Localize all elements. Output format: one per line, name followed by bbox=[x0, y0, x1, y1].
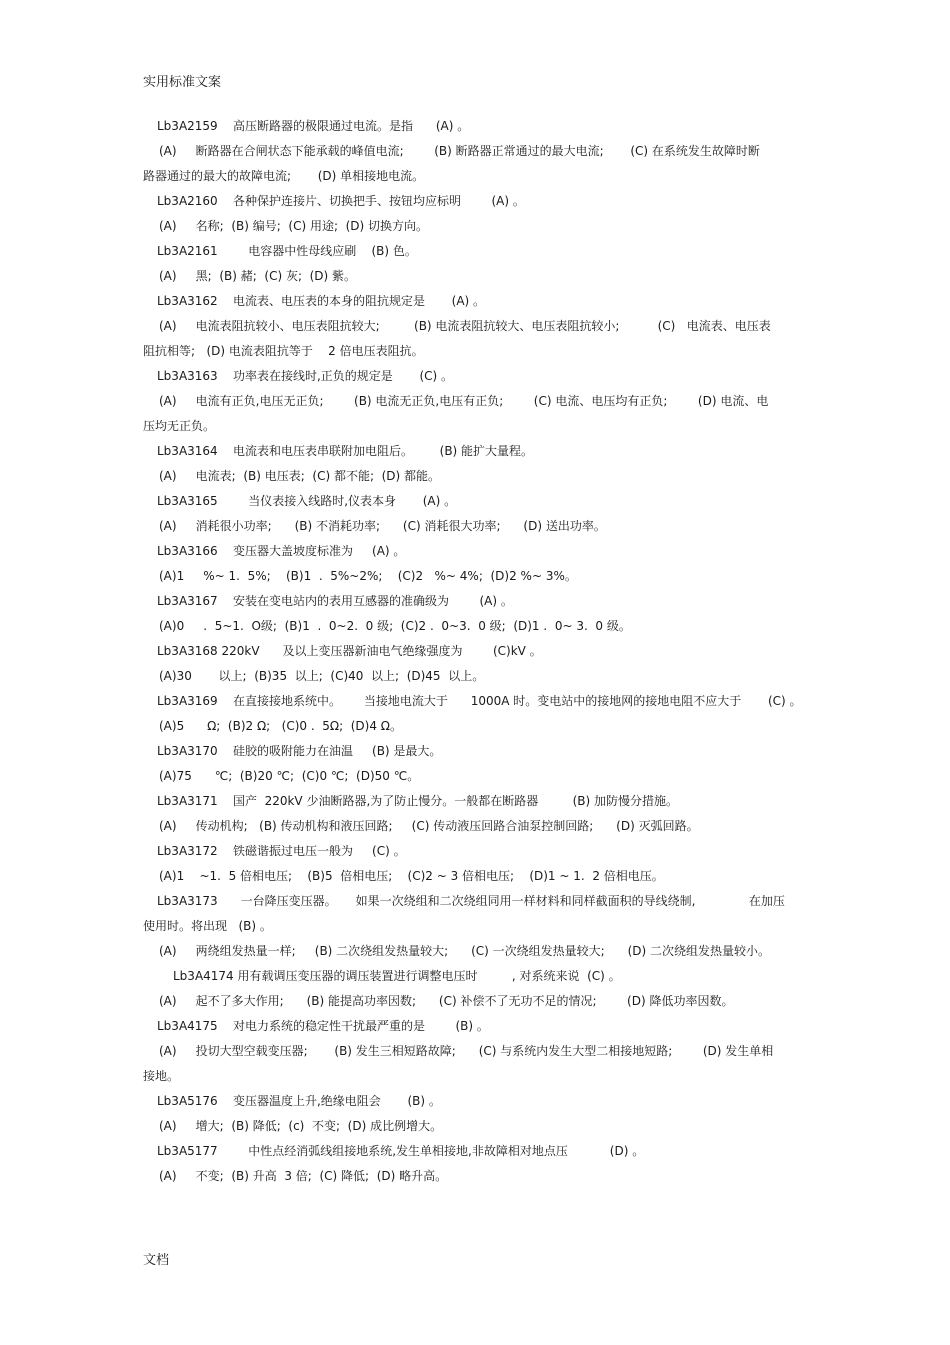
question-line: Lb3A2161 电容器中性母线应刷 (B) 色。 bbox=[157, 244, 417, 258]
page-footer: 文档 bbox=[143, 1253, 170, 1268]
option-line: (A) 两绕组发热量一样; (B) 二次绕组发热量较大; (C) 一次绕组发热量较大; (D) 二次绕组发热量较小。 bbox=[159, 944, 771, 958]
wrap-line: 阻抗相等; (D) 电流表阻抗等于 2 倍电压表阻抗。 bbox=[143, 344, 424, 358]
question-line: Lb3A2160 各种保护连接片、切换把手、按钮均应标明 (A) 。 bbox=[157, 194, 525, 208]
option-line: (A) 增大; (B) 降低; (c) 不变; (D) 成比例增大。 bbox=[159, 1119, 443, 1133]
option-line: (A) 电流表阻抗较小、电压表阻抗较大; (B) 电流表阻抗较大、电压表阻抗较小; (C) 电流表、电压表 bbox=[159, 319, 771, 333]
question-line: Lb3A5176 变压器温度上升,绝缘电阻会 (B) 。 bbox=[157, 1094, 441, 1108]
option-line: (A)1 %~ 1. 5%; (B)1 . 5%~2%; (C)2 %~ 4%; (D)2 %~ 3%。 bbox=[159, 569, 577, 583]
question-line: Lb3A3164 电流表和电压表串联附加电阻后。 (B) 能扩大量程。 bbox=[157, 444, 534, 458]
wrap-line: 使用时。将出现 (B) 。 bbox=[143, 919, 272, 933]
question-line: Lb3A3170 硅胶的吸附能力在油温 (B) 是最大。 bbox=[157, 744, 442, 758]
document-body bbox=[143, 114, 813, 1189]
question-line: Lb3A3165 当仪表接入线路时,仪表本身 (A) 。 bbox=[157, 494, 457, 508]
option-line: (A) 断路器在合闸状态下能承载的峰值电流; (B) 断路器正常通过的最大电流; (C) 在系统发生故障时断 bbox=[159, 144, 760, 158]
option-line: (A) 黑; (B) 赭; (C) 灰; (D) 紫。 bbox=[159, 269, 357, 283]
option-line: (A) 消耗很小功率; (B) 不消耗功率; (C) 消耗很大功率; (D) 送出功率。 bbox=[159, 519, 606, 533]
question-line: Lb3A3163 功率表在接线时,正负的规定是 (C) 。 bbox=[157, 369, 454, 383]
option-line: (A) 起不了多大作用; (B) 能提高功率因数; (C) 补偿不了无功不足的情况; (D) 降低功率因数。 bbox=[159, 994, 734, 1008]
question-line: Lb3A3169 在直接接地系统中。 当接地电流大于 1000A 时。变电站中的接地网的接地电阻不应大于 (C) 。 bbox=[157, 694, 802, 708]
option-line: (A)75 ℃; (B)20 ℃; (C)0 ℃; (D)50 ℃。 bbox=[159, 769, 420, 783]
question-line: Lb3A5177 中性点经消弧线组接地系统,发生单相接地,非故障相对地点压 (D) 。 bbox=[157, 1144, 645, 1158]
option-line: (A) 名称; (B) 编号; (C) 用途; (D) 切换方向。 bbox=[159, 219, 429, 233]
question-line: Lb3A2159 高压断路器的极限通过电流。是指 (A) 。 bbox=[157, 119, 470, 133]
option-line: (A) 传动机构; (B) 传动机构和液压回路; (C) 传动液压回路合油泵控制回路; (D) 灭弧回路。 bbox=[159, 819, 699, 833]
question-line: Lb3A4175 对电力系统的稳定性干扰最严重的是 (B) 。 bbox=[157, 1019, 489, 1033]
page-header: 实用标准文案 bbox=[143, 75, 222, 90]
wrap-line: 路器通过的最大的故障电流; (D) 单相接地电流。 bbox=[143, 169, 425, 183]
wrap-line: 接地。 bbox=[143, 1069, 180, 1083]
question-line: Lb3A3173 一台降压变压器。 如果一次绕组和二次绕组同用一样材料和同样截面积的导线绕制, 在加压 bbox=[157, 894, 785, 908]
question-line: Lb3A4174 用有载调压变压器的调压装置进行调整电压时 , 对系统来说 (C) 。 bbox=[173, 969, 621, 983]
option-line: (A)1 ~1. 5 倍相电压; (B)5 倍相电压; (C)2 ~ 3 倍相电压; (D)1 ~ 1. 2 倍相电压。 bbox=[159, 869, 664, 883]
question-line: Lb3A3168 220kV 及以上变压器新油电气绝缘强度为 (C)kV 。 bbox=[157, 644, 542, 658]
option-line: (A) 电流有正负,电压无正负; (B) 电流无正负,电压有正负; (C) 电流、电压均有正负; (D) 电流、电 bbox=[159, 394, 769, 408]
question-line: Lb3A3162 电流表、电压表的本身的阻抗规定是 (A) 。 bbox=[157, 294, 486, 308]
option-line: (A) 不变; (B) 升高 3 倍; (C) 降低; (D) 略升高。 bbox=[159, 1169, 448, 1183]
question-line: Lb3A3172 铁磁谐振过电压一般为 (C) 。 bbox=[157, 844, 406, 858]
option-line: (A)5 Ω; (B)2 Ω; (C)0 . 5Ω; (D)4 Ω。 bbox=[159, 719, 402, 733]
question-line: Lb3A3167 安装在变电站内的表用互感器的准确级为 (A) 。 bbox=[157, 594, 513, 608]
question-line: Lb3A3166 变压器大盖坡度标准为 (A) 。 bbox=[157, 544, 406, 558]
option-line: (A) 电流表; (B) 电压表; (C) 都不能; (D) 都能。 bbox=[159, 469, 441, 483]
option-line: (A) 投切大型空载变压器; (B) 发生三相短路故障; (C) 与系统内发生大型二相接地短路; (D) 发生单相 bbox=[159, 1044, 774, 1058]
option-line: (A)0 . 5~1. O级; (B)1 . 0~2. 0 级; (C)2 . 0~3. 0 级; (D)1 . 0~ 3. 0 级。 bbox=[159, 619, 631, 633]
question-line: Lb3A3171 国产 220kV 少油断路器,为了防止慢分。一般都在断路器 (B) 加防慢分措施。 bbox=[157, 794, 679, 808]
option-line: (A)30 以上; (B)35 以上; (C)40 以上; (D)45 以上。 bbox=[159, 669, 485, 683]
wrap-line: 压均无正负。 bbox=[143, 419, 216, 433]
